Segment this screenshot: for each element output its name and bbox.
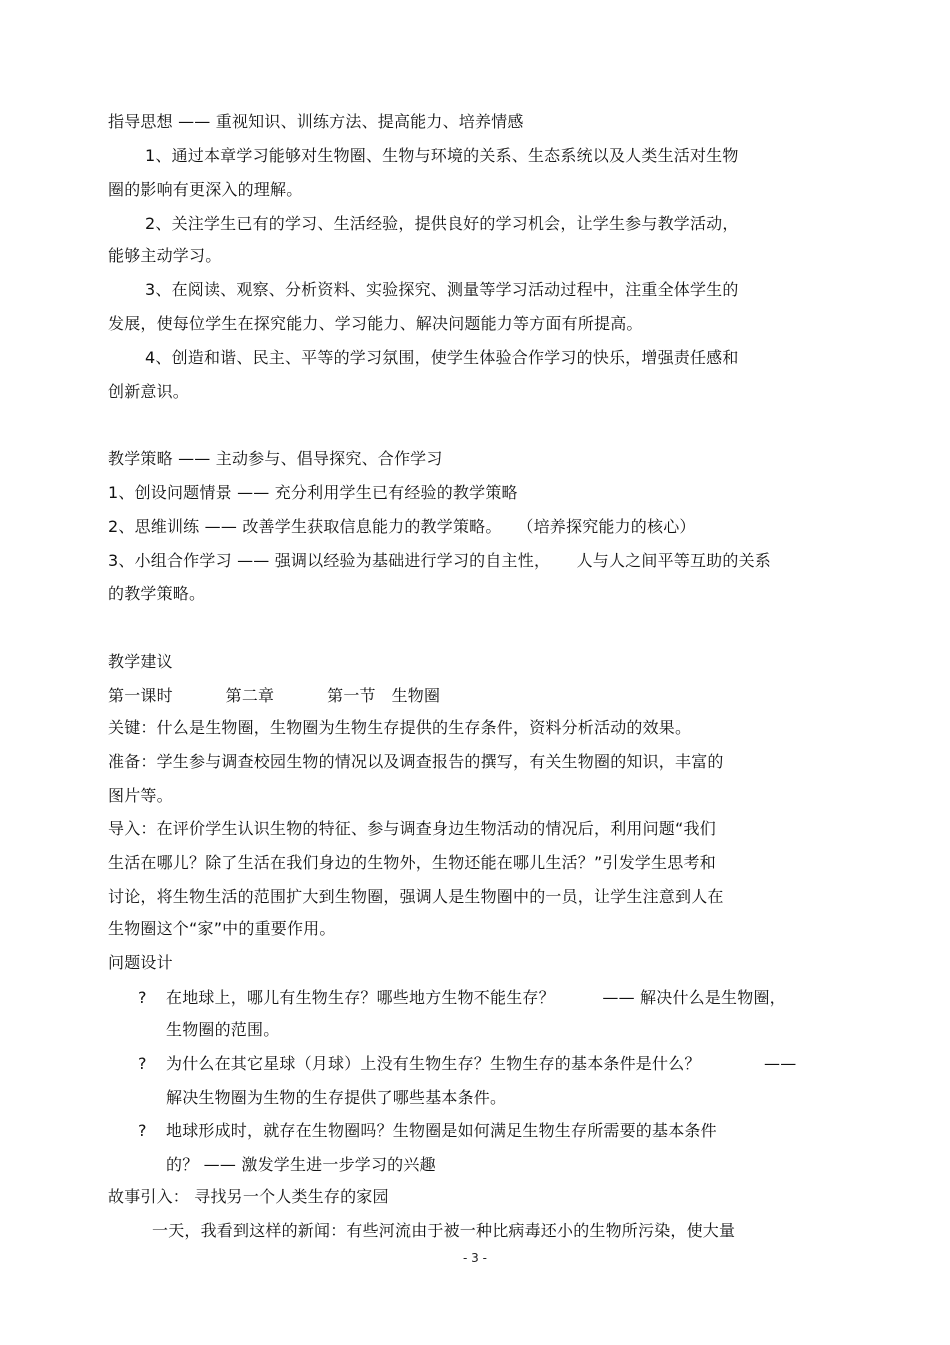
intro-line: 生物圈这个“家”中的重要作用。: [108, 919, 336, 938]
question-line: 解决生物圈为生物的生存提供了哪些基本条件。: [166, 1088, 507, 1107]
intro-line: 讨论，将生物生活的范围扩大到生物圈，强调人是生物圈中的一员，让学生注意到人在: [108, 887, 724, 906]
question-line: 生物圈的范围。: [166, 1020, 280, 1039]
guiding-line: 1、通过本章学习能够对生物圈、生物与环境的关系、生态系统以及人类生活对生物: [145, 146, 739, 165]
question-line: 的？ —— 激发学生进一步学习的兴趣: [166, 1155, 436, 1174]
question-bullet: ?: [138, 988, 147, 1007]
strategy-line: 3、小组合作学习 —— 强调以经验为基础进行学习的自主性， 人与人之间平等互助的关系: [108, 551, 771, 570]
page-number: - 3 -: [463, 1251, 487, 1265]
strategy-line: 1、创设问题情景 —— 充分利用学生已有经验的教学策略: [108, 483, 518, 502]
guiding-line: 发展，使每位学生在探究能力、学习能力、解决问题能力等方面有所提高。: [108, 314, 643, 333]
story-line: 一天，我看到这样的新闻：有些河流由于被一种比病毒还小的生物所污染，使大量: [152, 1221, 736, 1240]
guiding-heading: 指导思想 —— 重视知识、训练方法、提高能力、培养情感: [108, 112, 524, 131]
guiding-line: 4、创造和谐、民主、平等的学习氛围，使学生体验合作学习的快乐，增强责任感和: [145, 348, 739, 367]
prep-line: 图片等。: [108, 786, 173, 805]
lesson-line: 第一课时 第二章 第一节 生物圈: [108, 686, 441, 705]
guiding-line: 2、关注学生已有的学习、生活经验，提供良好的学习机会，让学生参与教学活动，: [145, 214, 739, 233]
guiding-line: 创新意识。: [108, 382, 190, 401]
intro-line: 生活在哪儿？除了生活在我们身边的生物外，生物还能在哪儿生活？”引发学生思考和: [108, 853, 716, 872]
question-line: 在地球上，哪儿有生物生存？哪些地方生物不能生存？ —— 解决什么是生物圈，: [166, 988, 786, 1007]
strategy-heading: 教学策略 —— 主动参与、倡导探究、合作学习: [108, 449, 443, 468]
question-heading: 问题设计: [108, 953, 173, 972]
strategy-line: 的教学策略。: [108, 584, 206, 603]
key-line: 关键：什么是生物圈，生物圈为生物生存提供的生存条件，资料分析活动的效果。: [108, 718, 692, 737]
strategy-line: 2、思维训练 —— 改善学生获取信息能力的教学策略。 （培养探究能力的核心）: [108, 517, 696, 536]
prep-line: 准备：学生参与调查校园生物的情况以及调查报告的撰写，有关生物圈的知识，丰富的: [108, 752, 724, 771]
intro-line: 导入：在评价学生认识生物的特征、参与调查身边生物活动的情况后，利用问题“我们: [108, 819, 716, 838]
question-line: 地球形成时，就存在生物圈吗？生物圈是如何满足生物生存所需要的基本条件: [166, 1121, 717, 1140]
guiding-line: 3、在阅读、观察、分析资料、实验探究、测量等学习活动过程中，注重全体学生的: [145, 280, 739, 299]
suggestions-heading: 教学建议: [108, 652, 173, 671]
question-line: 为什么在其它星球（月球）上没有生物生存？生物生存的基本条件是什么？ ——: [166, 1054, 797, 1073]
story-heading: 故事引入： 寻找另一个人类生存的家园: [108, 1187, 389, 1206]
guiding-line: 圈的影响有更深入的理解。: [108, 180, 303, 199]
guiding-line: 能够主动学习。: [108, 246, 222, 265]
question-bullet: ?: [138, 1054, 147, 1073]
question-bullet: ?: [138, 1121, 147, 1140]
